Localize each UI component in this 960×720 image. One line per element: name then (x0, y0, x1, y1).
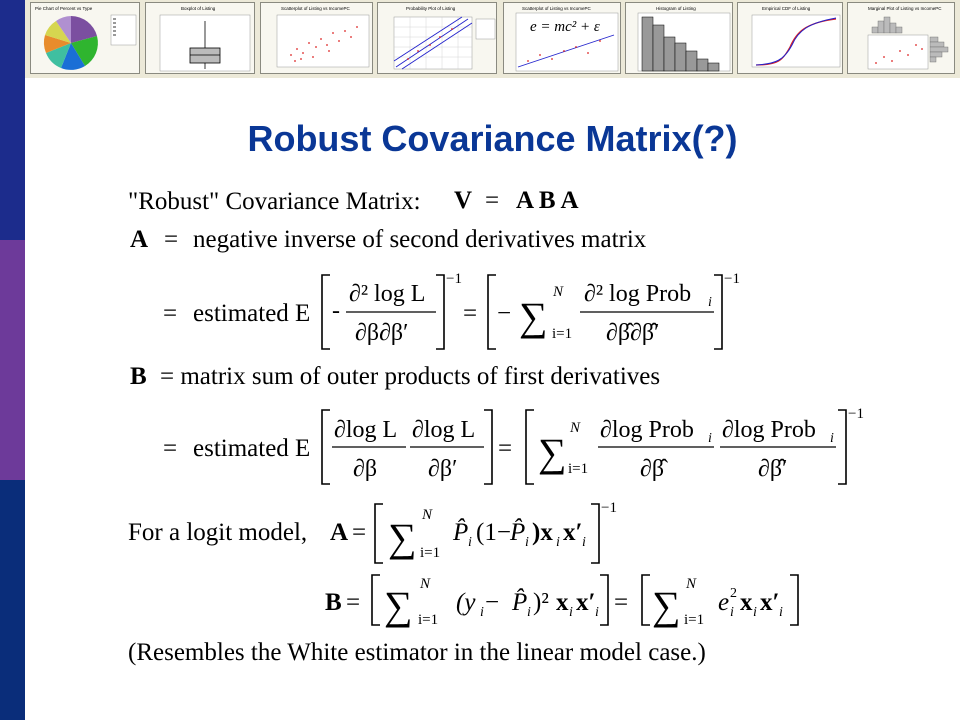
subscript-i: i (708, 295, 712, 310)
left-bracket (375, 504, 383, 563)
subscript-i: i (582, 535, 586, 550)
sum-upper-limit: N (570, 420, 581, 436)
thumb-title: Empirical CDF of Listing (762, 6, 811, 11)
A-definition: negative inverse of second derivatives matrix (193, 226, 647, 253)
sum-lower-limit: i=1 (418, 612, 439, 628)
right-bracket (600, 575, 608, 625)
right-bracket (436, 275, 444, 349)
sum-lower-limit: i=1 (552, 326, 573, 342)
x-transpose: x′ (576, 589, 596, 616)
x-vector: x (556, 589, 569, 616)
equals-sign: = (614, 589, 629, 616)
left-bracket (372, 575, 380, 625)
right-bracket (591, 504, 599, 563)
x-vector: )x (532, 519, 553, 546)
numerator-d: ∂log Prob (722, 417, 816, 443)
symbol-B: B (325, 589, 342, 616)
left-bracket (642, 575, 650, 625)
symbol-A: A (330, 519, 349, 546)
symbol-B: B (130, 363, 147, 390)
one-minus: (1− (476, 519, 511, 546)
right-bracket (838, 410, 846, 484)
subscript-i: i (730, 605, 734, 620)
equals-sign: = (498, 435, 513, 462)
subscript-i: i (525, 535, 529, 550)
superscript-2: 2 (730, 586, 737, 601)
numerator: ∂² log L (349, 281, 426, 307)
subscript-i: i (830, 431, 834, 446)
P-hat: P̂ (510, 519, 526, 546)
inverse-exponent: −1 (446, 271, 462, 287)
subscript-i: i (569, 605, 573, 620)
x-transpose: x′ (563, 519, 583, 546)
subscript-i: i (595, 605, 599, 620)
summation-sign: ∑ (384, 583, 413, 628)
residual-e: e (718, 589, 730, 616)
subscript-i: i (480, 605, 484, 620)
x-vector: x (740, 589, 753, 616)
sum-upper-limit: N (686, 576, 697, 592)
numerator-a: ∂log L (334, 417, 398, 443)
equals-sign: = (163, 300, 178, 327)
right-bracket (714, 275, 722, 349)
numerator-c: ∂log Prob (600, 417, 694, 443)
equals-sign: = (164, 226, 179, 253)
squared-paren: )² (533, 589, 549, 616)
thumb-title: Scatterplot of Listing vs IncomePC (281, 6, 350, 11)
sum-upper-limit: N (420, 576, 431, 592)
summation-sign: ∑ (538, 430, 567, 475)
denominator-a: ∂β (353, 456, 378, 482)
inverse-exponent: −1 (848, 406, 864, 422)
inverse-exponent: −1 (724, 271, 740, 287)
subscript-i: i (527, 605, 531, 620)
thumb-formula: e = mc² + ε (530, 19, 600, 35)
minus-sign: − (485, 589, 500, 616)
summation-sign: ∑ (652, 583, 681, 628)
estimated-E: estimated E (193, 300, 311, 327)
P-hat: P̂ (512, 589, 528, 616)
y-term: (y (456, 589, 476, 616)
thumb-title: Histogram of Listing (656, 6, 696, 11)
equals-sign: = (485, 187, 500, 214)
minus-sign: − (497, 300, 512, 327)
equals-sign: = (463, 300, 478, 327)
right-bracket (790, 575, 798, 625)
numerator: ∂² log Prob (584, 281, 692, 307)
denominator: ∂β∂β′ (355, 320, 409, 346)
thumb-title: Boxplot of Listing (181, 6, 216, 11)
subscript-i: i (753, 605, 757, 620)
subscript-i: i (708, 431, 712, 446)
subscript-i: i (468, 535, 472, 550)
sum-upper-limit: N (422, 507, 433, 523)
sum-lower-limit: i=1 (420, 545, 441, 561)
symbol-V: V (454, 187, 473, 214)
minus-sign: - (332, 298, 340, 324)
logit-label: For a logit model, (128, 519, 308, 546)
robust-cov-label: "Robust" Covariance Matrix: (128, 188, 421, 215)
equals-sign: = (352, 519, 367, 546)
denominator-b: ∂β′ (428, 456, 458, 482)
equals-sign: = (346, 589, 361, 616)
denominator: ∂β̂∂β̂′ (606, 320, 660, 346)
subscript-i: i (779, 605, 783, 620)
sum-lower-limit: i=1 (684, 612, 705, 628)
thumb-title: Scatterplot of Listing vs IncomePC (522, 6, 591, 11)
thumb-title: Pie Chart of Percent vs Type (35, 6, 93, 11)
left-bracket (526, 410, 534, 484)
left-bracket (488, 275, 496, 349)
summation-sign: ∑ (519, 294, 548, 339)
numerator-b: ∂log L (412, 417, 476, 443)
thumb-title: Marginal Plot of Listing vs IncomePC (868, 6, 942, 11)
denominator-c: ∂β̂ (640, 456, 665, 482)
thumb-title: Probability Plot of Listing (406, 6, 456, 11)
right-bracket (484, 410, 492, 484)
symbol-ABA: A B A (516, 187, 579, 214)
sum-lower-limit: i=1 (568, 461, 589, 477)
symbol-A: A (130, 226, 149, 253)
x-transpose: x′ (760, 589, 780, 616)
summation-sign: ∑ (388, 515, 417, 560)
footer-note: (Resembles the White estimator in the linear model case.) (128, 639, 706, 666)
P-hat: P̂ (453, 519, 469, 546)
estimated-E: estimated E (193, 435, 311, 462)
left-bracket (322, 410, 330, 484)
denominator-d: ∂β̂′ (758, 456, 788, 482)
equals-sign: = (163, 435, 178, 462)
inverse-exponent: −1 (601, 500, 617, 516)
subscript-i: i (556, 535, 560, 550)
sum-upper-limit: N (553, 284, 564, 300)
left-bracket (322, 275, 330, 349)
B-definition: = matrix sum of outer products of first derivatives (160, 363, 661, 390)
slide-title: Robust Covariance Matrix(?) (247, 118, 738, 159)
